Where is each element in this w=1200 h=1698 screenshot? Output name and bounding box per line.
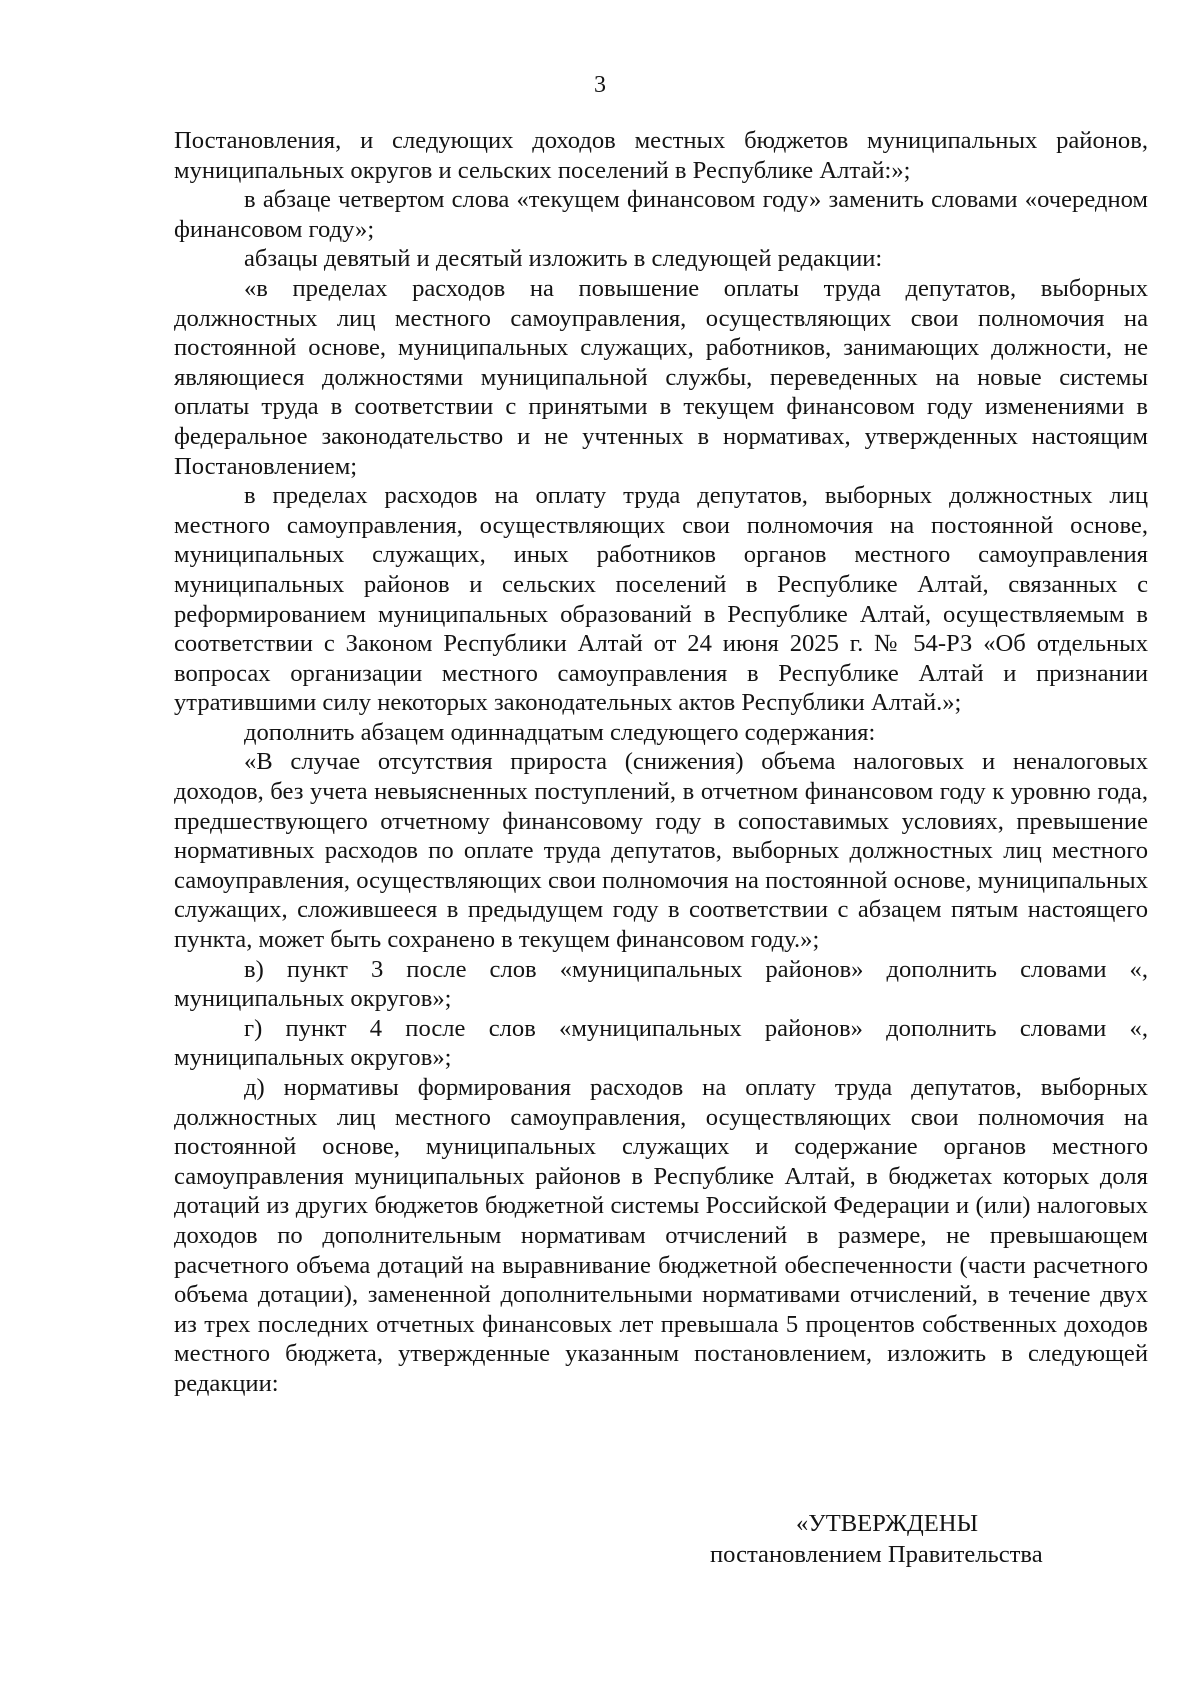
document-body	[174, 126, 1148, 1399]
paragraph-item-g: г) пункт 4 после слов «муниципальных районов» дополнить словами «, муниципальных округов»;	[174, 1014, 1148, 1072]
approval-block	[690, 1508, 1090, 1570]
page-number: 3	[594, 72, 606, 98]
paragraph-item-d: д) нормативы формирования расходов на оплату труда депутатов, выборных должностных лиц местного самоуправления, осуществляющих свои полномочия на постоянной основе, муниципальных служащих и содержание органов местного самоуправления муниципальных районов в Республике Алтай, в бюджетах которых доля дотаций из других бюджетов бюджетной системы Российской Федерации и (или) налоговых доходов по дополнительным нормативам отчислений в размере, не превышающем расчетного объема дотаций на выравнивание бюджетной обеспеченности (части расчетного объема дотации), замененной дополнительными нормативами отчислений, в течение двух из трех последних отчетных финансовых лет превышала 5 процентов собственных доходов местного бюджета, утвержденные указанным постановлением, изложить в следующей редакции:	[174, 1074, 1148, 1397]
paragraph-quoted-tenth: в пределах расходов на оплату труда депутатов, выборных должностных лиц местного самоуправления, осуществляющих свои полномочия на постоянной основе, муниципальных служащих, иных работников органов местного самоуправления муниципальных районов и сельских поселений в Республике Алтай, связанных с реформированием муниципальных образований в Республике Алтай, осуществляемым в соответствии с Законом Республики Алтай от 24 июня 2025 г. № 54-РЗ «Об отдельных вопросах организации местного самоуправления в Республике Алтай и признании утратившими силу некоторых законодательных актов Республики Алтай.»;	[174, 482, 1148, 717]
approval-authority: постановлением Правительства	[710, 1541, 1043, 1568]
paragraph-eleventh-intro: дополнить абзацем одиннадцатым следующего содержания:	[244, 718, 876, 746]
paragraph-continuation: Постановления, и следующих доходов местных бюджетов муниципальных районов, муниципальных округов и сельских поселений в Республике Алтай:»;	[174, 127, 1148, 184]
paragraph-paragraphs-nine-ten-intro: абзацы девятый и десятый изложить в следующей редакции:	[244, 245, 883, 273]
paragraph-quoted-eleventh: «В случае отсутствия прироста (снижения) объема налоговых и неналоговых доходов, без учета невыясненных поступлений, в отчетном финансовом году к уровню года, предшествующего отчетному финансовому году в сопоставимых условиях, превышение нормативных расходов по оплате труда депутатов, выборных должностных лиц местного самоуправления, осуществляющих свои полномочия на постоянной основе, муниципальных служащих, сложившееся в предыдущем году в соответствии с абзацем пятым настоящего пункта, может быть сохранено в текущем финансовом году.»;	[174, 748, 1148, 954]
paragraph-item-v: в) пункт 3 после слов «муниципальных районов» дополнить словами «, муниципальных округов»;	[174, 955, 1148, 1013]
paragraph-paragraph-four-amendment: в абзаце четвертом слова «текущем финансовом году» заменить словами «очередном финансовом году»;	[174, 186, 1148, 243]
paragraph-quoted-ninth: «в пределах расходов на повышение оплаты труда депутатов, выборных должностных лиц местного самоуправления, осуществляющих свои полномочия на постоянной основе, муниципальных служащих, работников, занимающих должности, не являющиеся должностями муниципальной службы, переведенных на новые системы оплаты труда в соответствии с принятыми в текущем финансовом году изменениями в федеральное законодательство и не учтенных в нормативах, утвержденных настоящим Постановлением;	[174, 274, 1148, 480]
approval-heading: «УТВЕРЖДЕНЫ	[796, 1510, 979, 1537]
